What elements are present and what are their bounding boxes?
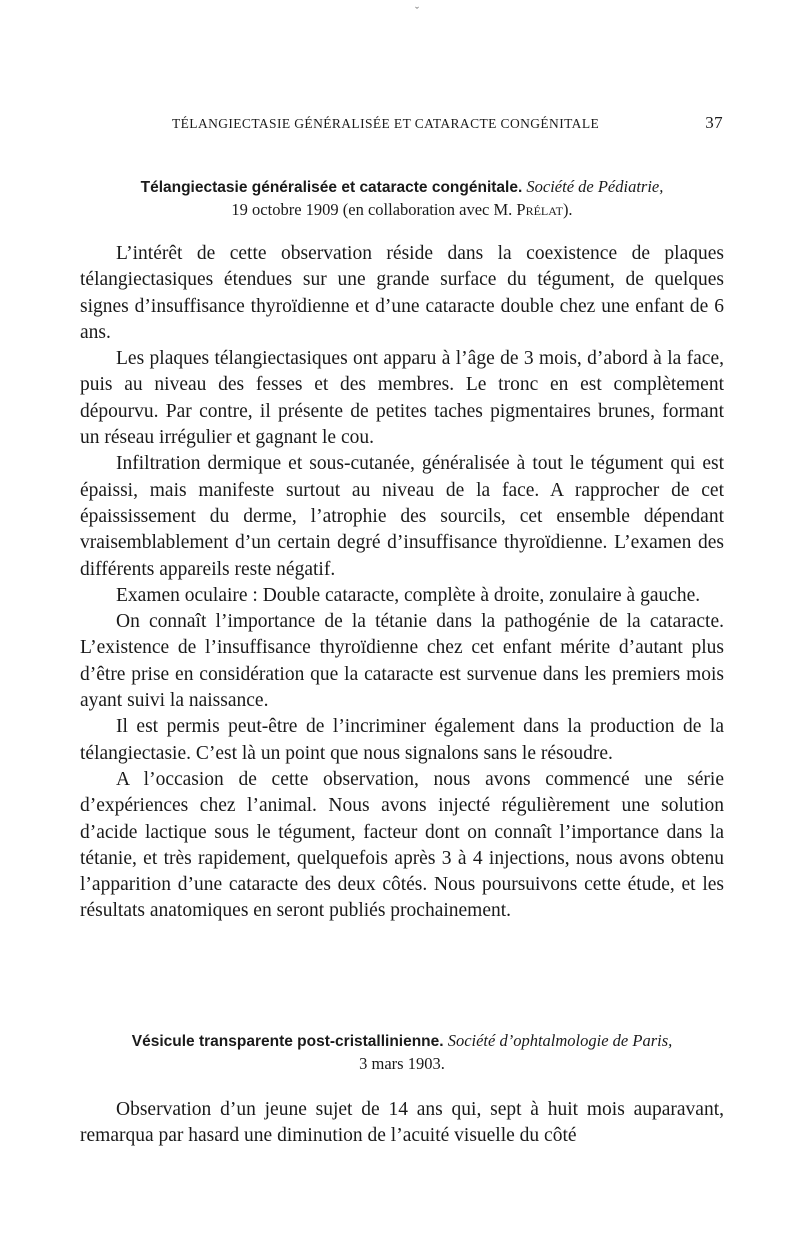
scan-mark: ˇ [415, 4, 419, 18]
paragraph: Infiltration dermique et sous-cutanée, généralisée à tout le tégument qui est épaissi, mais manifeste surtout au niveau de la face. A rapprocher de cet épaississement du derme, l’atrophie des sourcils, cet ensemble dépendant vraisemblablement d’un certain degré d’insuffisance thyroïdienne. L’examen des différents appareils reste négatif. [80, 453, 724, 580]
entry-source: Société de Pédiatrie, [526, 177, 664, 196]
entry-title: Vésicule transparente post-cristallinienne. [131, 1033, 444, 1050]
paragraph: Il est permis peut-être de l’incriminer également dans la production de la télangiectasie. C’est là un point que nous signalons sans le résoudre. [80, 716, 724, 764]
entry-body-1 [80, 241, 724, 925]
entry-source: Société d’ophtalmologie de Paris, [447, 1031, 673, 1050]
running-head-title: TÉLANGIECTASIE GÉNÉRALISÉE ET CATARACTE CONGÉNITALE [172, 116, 600, 131]
page-number: 37 [705, 113, 723, 132]
entry-heading-2 [80, 1030, 724, 1075]
entry-date: 19 octobre 1909 (en collaboration avec M. [231, 200, 513, 219]
entry-date: 3 mars 1903. [359, 1054, 445, 1073]
paragraph: Examen oculaire : Double cataracte, complète à droite, zonulaire à gauche. [116, 584, 701, 606]
entry-heading-1 [80, 176, 724, 221]
entry-title: Télangiectasie généralisée et cataracte congénitale. [140, 179, 523, 196]
paragraph: Les plaques télangiectasiques ont apparu à l’âge de 3 mois, d’abord à la face, puis au niveau des fesses et des membres. Le tronc en est complètement dépourvu. Par contre, il présente de petites taches pigmentaires brunes, formant un réseau irrégulier et gagnant le cou. [80, 348, 724, 449]
paragraph: A l’occasion de cette observation, nous avons commencé une série d’expériences chez l’animal. Nous avons injecté régulièrement une solution d’acide lactique sous le tégument, facteur dont on connaît l’importance dans la tétanie, et très rapidement, quelquefois après 3 à 4 injections, nous avons obtenu l’apparition d’une cataracte des deux côtés. Nous poursuivons cette étude, et les résultats anatomiques en seront publiés prochainement. [80, 768, 724, 922]
paragraph: On connaît l’importance de la tétanie dans la pathogénie de la cataracte. L’existence de l’insuffisance thyroïdienne chez cet enfant mérite d’autant plus d’être prise en considération que la cataracte est survenue dans les premiers mois ayant suivi la naissance. [80, 611, 724, 712]
entry-date-end: ). [562, 200, 573, 219]
entry-collaborator: Prélat [516, 200, 563, 219]
paragraph: L’intérêt de cette observation réside dans la coexistence de plaques télangiectasiques étendues sur une grande surface du tégument, de quelques signes d’insuffisance thyroïdienne et d’une cataracte double chez une enfant de 6 ans. [80, 243, 724, 343]
entry-body-2 [80, 1097, 724, 1150]
paragraph: Observation d’un jeune sujet de 14 ans qui, sept à huit mois auparavant, remarqua par hasard une diminution de l’acuité visuelle du côté [80, 1099, 724, 1147]
